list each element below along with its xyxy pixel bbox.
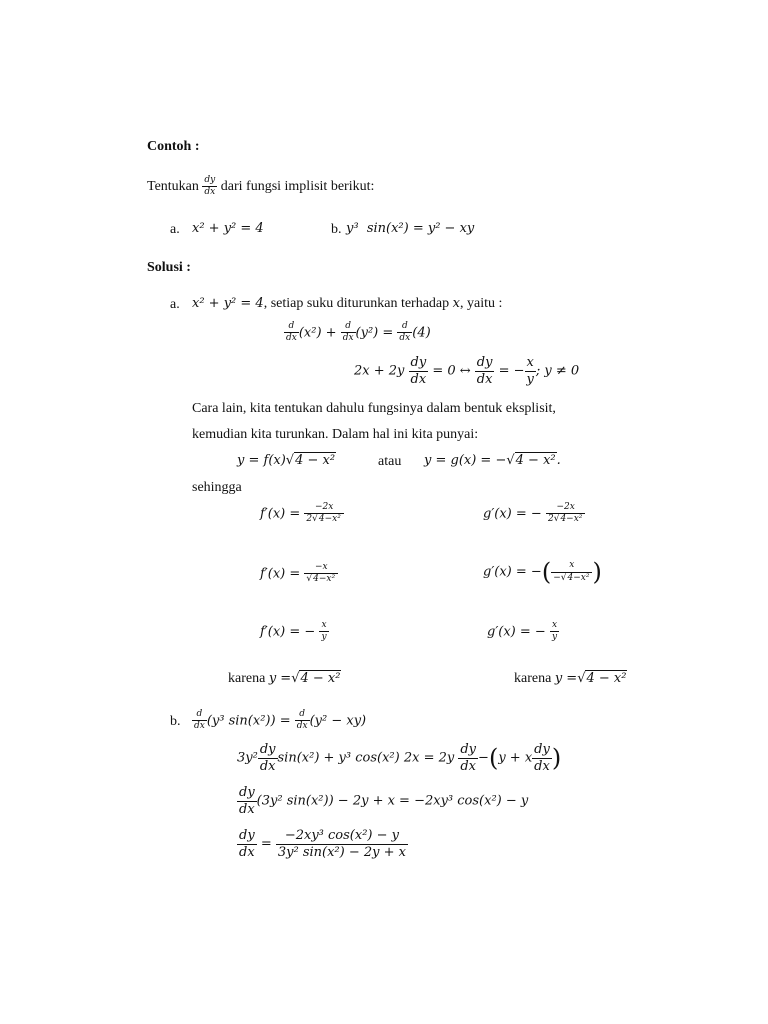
heading-contoh: Contoh : <box>147 139 200 154</box>
explicit-g: y = g(x) = −√4 − x². <box>424 453 561 468</box>
solution-b-line-4: $\frac{dy}{dx}$ = $\frac{\text{−2xy³ cos(x²) − y}}{\text{3y² sin(x²) − 2y + x}}$ <box>239 828 406 860</box>
solution-a-label: a. <box>170 297 180 312</box>
heading-solusi: Solusi : <box>147 260 191 275</box>
problem-a-label: a. <box>170 222 180 237</box>
task-prefix: Tentukan <box>147 179 199 195</box>
solution-b-line-2: 3y² $\frac{dy}{dx}$ sin(x²) + y³ cos(x²) 2x = 2y $\frac{dy}{dx}$ −(y + x $\frac{dy}{dx}$ ) <box>237 742 562 774</box>
task-fraction: $\frac{dy}{dx}$ <box>204 175 216 198</box>
atau-label: atau <box>378 454 402 469</box>
karena-right: karena y =√4 − x² <box>514 671 627 686</box>
f-derivative-3: f′(x) = − $\frac{x}{y}$ <box>260 620 327 643</box>
f-derivative-1: f′(x) = $\frac{-2x}{\text{2√4−x²}}$ <box>260 503 344 525</box>
sehingga-text: sehingga <box>192 480 242 495</box>
karena-left: karena y =√4 − x² <box>228 671 341 686</box>
g-derivative-3: g′(x) = − $\frac{x}{y}$ <box>487 620 558 643</box>
g-derivative-1: g′(x) = − $\frac{-2x}{\text{2√4−x²}}$ <box>483 503 585 525</box>
problem-a-equation: x² + y² = 4 <box>192 221 264 236</box>
f-derivative-2: f′(x) = $\frac{-x}{\text{√4−x²}}$ <box>260 563 338 585</box>
task-line <box>147 176 374 198</box>
solution-b-line-1: $\frac{d}{dx}$ (y³ sin(x²)) = $\frac{d}{dx}$ (y² − xy) <box>194 709 367 732</box>
solution-a-intro: x² + y² = 4, setiap suku diturunkan terhadap x, yaitu : <box>192 296 503 311</box>
solution-b-label: b. <box>170 714 181 729</box>
derivative-step-1: $\frac{d}{dx}$ (x²) + $\frac{d}{dx}$ (y²) = $\frac{d}{dx}$ (4) <box>286 321 431 344</box>
task-suffix: dari fungsi implisit berikut: <box>220 179 375 195</box>
solution-b-line-3: $\frac{dy}{dx}$ (3y² sin(x²)) − 2y + x = −2xy³ cos(x²) − y <box>239 785 529 817</box>
explanation-line-1: Cara lain, kita tentukan dahulu fungsinya dalam bentuk eksplisit, <box>192 401 556 416</box>
g-derivative-2: g′(x) = −( $\frac{x}{\text{−√4−x²}}$ ) <box>483 558 602 586</box>
problem-b-label: b. <box>331 222 342 237</box>
explicit-f: y = f(x)√4 − x² <box>237 453 336 468</box>
problem-b-equation: y³ sin(x²) = y² − xy <box>346 221 475 236</box>
derivative-step-2: 2x + 2y $\frac{dy}{dx}$ = 0 ↔ $\frac{dy}{dx}$ = − $\frac{x}{y}$ ; y ≠ 0 <box>354 355 580 387</box>
explanation-line-2: kemudian kita turunkan. Dalam hal ini kita punyai: <box>192 427 479 442</box>
